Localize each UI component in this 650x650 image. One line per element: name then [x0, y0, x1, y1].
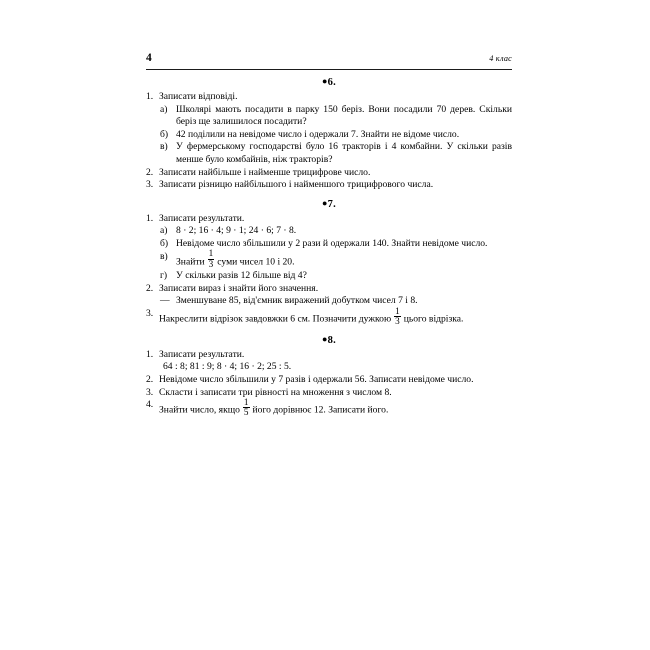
sub-item-fraction — [146, 248, 512, 271]
list-item — [146, 283, 512, 296]
item-text: Записати вираз і знайти його значення. — [159, 282, 319, 294]
sub-item — [146, 129, 512, 142]
list-item — [146, 349, 512, 362]
sub-item-marker: г) — [160, 270, 168, 282]
sub-item-text: У фермерському господарстві було 16 тракторів і 4 комбайни. У скільки разів менше було комбайнів, ніж тракторів? — [176, 141, 512, 165]
running-title: 4 клас — [489, 54, 512, 63]
page-content — [146, 52, 512, 419]
section-number: 7. — [327, 198, 336, 210]
section-number: 6. — [327, 77, 336, 88]
fraction-numerator: 1 — [243, 397, 249, 408]
fraction-denominator: 3 — [208, 258, 214, 269]
list-item — [146, 91, 512, 104]
sub-item-text: У скільки разів 12 більше від 4? — [176, 270, 307, 282]
fraction-denominator: 5 — [243, 407, 249, 418]
sub-item-marker: а) — [160, 103, 168, 115]
item-text: Записати різницю найбільшого і найменшого трицифрового числа. — [159, 179, 434, 191]
sub-item — [146, 238, 512, 251]
item-marker: 2. — [146, 166, 154, 178]
item-text-after: цього відрізка. — [403, 313, 464, 325]
item-marker: 1. — [146, 212, 154, 224]
section-number: 8. — [327, 334, 336, 346]
sub-item-marker: в) — [160, 250, 168, 262]
dash-marker: — — [160, 295, 170, 307]
section-bullet-icon: ● — [322, 333, 328, 344]
sub-item-text: Зменшуване 85, від'ємник виражений добутком чисел 7 і 8. — [176, 295, 418, 307]
fraction — [243, 398, 250, 418]
sub-item-text: 8 · 2; 16 · 4; 9 · 1; 24 · 6; 7 · 8. — [176, 225, 297, 237]
item-text: Записати найбільше і найменше трицифрове число. — [159, 166, 371, 178]
item-marker: 3. — [146, 308, 154, 320]
list-item — [146, 374, 512, 387]
page-number: 4 — [146, 52, 152, 64]
fraction — [208, 249, 215, 269]
section-heading-8 — [146, 335, 512, 346]
list-item — [146, 213, 512, 226]
item-text: Записати результати. — [159, 212, 245, 224]
sub-item-text-before: Знайти — [176, 256, 205, 268]
sub-item-marker: б) — [160, 237, 169, 249]
item-text-after: його дорівнює 12. Записати його. — [252, 404, 389, 416]
item-text-before: Знайти число, якщо — [159, 404, 240, 416]
section-bullet-icon: ● — [322, 197, 328, 208]
section-heading-6 — [146, 77, 512, 88]
fraction-numerator: 1 — [395, 305, 400, 316]
fraction — [394, 307, 401, 327]
item-marker: 3. — [146, 386, 154, 398]
running-head — [146, 52, 512, 68]
item-marker: 2. — [146, 374, 154, 385]
fraction-denominator: 3 — [395, 316, 400, 327]
list-item-fraction — [146, 305, 512, 328]
item-marker: 1. — [146, 348, 154, 360]
item-marker: 4. — [146, 399, 154, 411]
expression-line: 64 : 8; 81 : 9; 8 · 4; 16 · 2; 25 : 5. — [163, 361, 292, 373]
sub-item — [146, 141, 512, 166]
sub-item-dash — [146, 295, 512, 308]
header-rule — [146, 69, 512, 70]
item-text: Записати результати. — [159, 348, 245, 360]
item-text-before: Накреслити відрізок завдовжки 6 см. Позначити дужкою — [159, 313, 392, 325]
list-item — [146, 179, 512, 192]
item-marker: 3. — [146, 179, 154, 191]
item-text: Невідоме число збільшили у 7 разів і одержали 56. Записати невідоме число. — [159, 374, 474, 385]
list-item-fraction — [146, 399, 512, 419]
sub-item-text: Школярі мають посадити в парку 150 беріз. Вони посадили 70 дерев. Скільки беріз ще залишилося посадити? — [176, 103, 512, 128]
fraction-numerator: 1 — [208, 248, 214, 259]
sub-item-text: 42 поділили на невідоме число і одержали 7. Знайти не відоме число. — [176, 128, 460, 140]
list-item — [146, 387, 512, 400]
sub-item-text-after: суми чисел 10 і 20. — [217, 256, 295, 268]
item-marker: 2. — [146, 282, 154, 294]
section-heading-7 — [146, 199, 512, 210]
section-bullet-icon: ● — [322, 76, 328, 86]
item-marker: 1. — [146, 91, 154, 102]
sub-item — [146, 225, 512, 238]
item-text: Записати відповіді. — [159, 91, 238, 102]
sub-item-marker: в) — [160, 141, 168, 153]
sub-item — [146, 104, 512, 129]
sub-item-marker: б) — [160, 128, 169, 140]
item-text: Скласти і записати три рівності на множення з числом 8. — [159, 386, 392, 398]
list-item — [146, 167, 512, 180]
sub-item — [146, 270, 512, 283]
sub-item-text: Невідоме число збільшили у 2 рази й одержали 140. Знайти невідоме число. — [176, 237, 488, 249]
sub-item-marker: а) — [160, 225, 168, 237]
